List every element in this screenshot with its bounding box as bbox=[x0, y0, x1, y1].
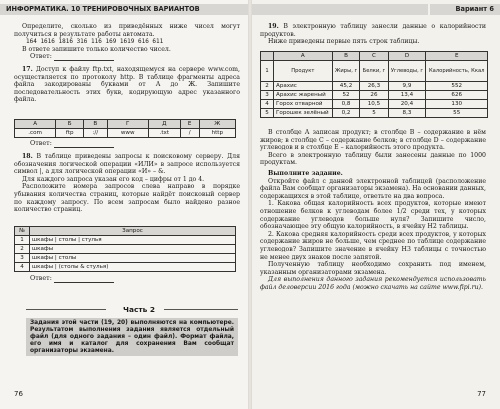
answer-label: Ответ: bbox=[30, 274, 54, 282]
table-row bbox=[261, 100, 488, 109]
url-header: В bbox=[84, 120, 107, 129]
col-letter: C bbox=[360, 52, 388, 61]
value-cell: 45,2 bbox=[332, 82, 360, 91]
table-row bbox=[15, 263, 236, 272]
value-cell: 26 bbox=[360, 91, 388, 100]
q19-rows-note: Ниже приведены первые пять строк таблицы. bbox=[268, 38, 420, 46]
url-header: Б bbox=[56, 120, 84, 129]
answer-16 bbox=[30, 53, 114, 61]
q19-text: В электронную таблицу занесли данные о калорийности продуктов. bbox=[260, 23, 486, 38]
value-cell: 8,3 bbox=[388, 109, 426, 118]
column-title: Продукт bbox=[274, 61, 333, 82]
value-cell: 13,4 bbox=[388, 91, 426, 100]
query-num: 1 bbox=[15, 236, 30, 245]
product-cell: Горох отварной bbox=[274, 100, 333, 109]
query-num-header: № bbox=[15, 227, 30, 236]
col-letter: B bbox=[332, 52, 360, 61]
url-header: А bbox=[15, 120, 56, 129]
column-title: Углеводы, г bbox=[388, 61, 426, 82]
table-row bbox=[261, 91, 488, 100]
task-question-1: 1. Какова общая калорийность всех продуктов, которые имеют отношение белков к углеводам более 1/2 среди тех, у которых содержание углеводов больше нуля? Запишите число, обозначающее эту общую калорийность, в ячейку H2 таблицы. bbox=[260, 200, 486, 231]
row-number: 2 bbox=[261, 82, 274, 91]
answer-16-line[interactable] bbox=[54, 60, 114, 61]
url-cell: ftp bbox=[56, 129, 84, 138]
column-title: Жиры, г bbox=[332, 61, 360, 82]
url-cell: / bbox=[180, 129, 199, 138]
answer-17-line[interactable] bbox=[54, 147, 114, 148]
file-recommendation: Для выполнения данного задания рекомендуется использовать файл деловерсии 2016 года (можно скачать на сайте www.fipi.ru). bbox=[260, 276, 486, 291]
query-table bbox=[14, 226, 236, 272]
table-row bbox=[15, 245, 236, 254]
query-num: 2 bbox=[15, 245, 30, 254]
columns-description: В столбце А записан продукт; в столбце В – содержание в нём жиров; в столбце С – содержание белков; в столбце D – содержание углеводов и в столбце Е – калорийность этого продукта. bbox=[260, 129, 486, 152]
col-letter: D bbox=[388, 52, 426, 61]
product-cell: Арахис жареный bbox=[274, 91, 333, 100]
left-running-header: ИНФОРМАТИКА. 10 ТРЕНИРОВОЧНЫХ ВАРИАНТОВ bbox=[0, 4, 248, 15]
table-header-row bbox=[261, 61, 488, 82]
answer-18-line[interactable] bbox=[54, 282, 114, 283]
url-header: Ж bbox=[199, 120, 235, 129]
row-number: 1 bbox=[261, 61, 274, 82]
row-number: 4 bbox=[261, 100, 274, 109]
query-text: шкафы | столы | стулья bbox=[30, 236, 236, 245]
total-rows-note: Всего в электронную таблицу были занесены данные по 1000 продуктам. bbox=[260, 151, 486, 167]
answer-18 bbox=[30, 275, 114, 283]
q18-task: Расположите номера запросов слева направо в порядке убывания количества страниц, которые найдёт поисковый сервер по каждому запросу. По всем запросам было найдено разное количество страниц. bbox=[14, 183, 240, 214]
part2-instructions-box: Задания этой части (19, 20) выполняются на компьютере. Результатом выполнения задания является отдельный файл (для одного задания – один файл). Формат файла, его имя и каталог для сохранения Вам сообщат организаторы экзамена. bbox=[26, 318, 238, 356]
value-cell: 26,3 bbox=[360, 82, 388, 91]
value-cell: 20,4 bbox=[388, 100, 426, 109]
value-cell: 626 bbox=[426, 91, 488, 100]
question-16-tail bbox=[14, 23, 240, 53]
page-number-left: 76 bbox=[14, 390, 23, 399]
value-cell: 552 bbox=[426, 82, 488, 91]
query-text: шкафы bbox=[30, 245, 236, 254]
task-question-2: 2. Какова средняя калорийность среди всех продуктов, у которых содержание жиров не больше, чем среднее по таблице содержание углеводов? Запишите значение в ячейку H3 таблицы с точностью не менее двух знаков после запятой. bbox=[260, 230, 486, 261]
product-cell: Горошек зелёный bbox=[274, 109, 333, 118]
save-instruction: Полученную таблицу необходимо сохранить под именем, указанным организаторами экзамена. bbox=[260, 261, 486, 276]
part2-title: Часть 2 bbox=[122, 305, 155, 314]
url-header: Д bbox=[148, 120, 180, 129]
row-number: 5 bbox=[261, 109, 274, 118]
col-letter: A bbox=[274, 52, 333, 61]
q17-number: 17. bbox=[22, 66, 33, 73]
url-cell: .txt bbox=[148, 129, 180, 138]
answer-label: Ответ: bbox=[30, 52, 54, 60]
question-19-intro bbox=[260, 23, 486, 46]
part2-rule-right bbox=[164, 309, 238, 310]
q16-numbers: 164 1616 1816 316 116 169 1619 616 611 bbox=[26, 38, 164, 46]
column-title: Белки, г bbox=[360, 61, 388, 82]
query-text: шкафы | (столы & стулья) bbox=[30, 263, 236, 272]
value-cell: 55 bbox=[426, 109, 488, 118]
q16-instruction: В ответе запишите только количество чисел. bbox=[22, 45, 171, 53]
product-cell: Арахис bbox=[274, 82, 333, 91]
value-cell: 52 bbox=[332, 91, 360, 100]
column-title: Калорийность, Ккал bbox=[426, 61, 488, 82]
q18-codes: Для каждого запроса указан его код – цифры от 1 до 4. bbox=[22, 175, 205, 183]
url-header: Г bbox=[107, 120, 148, 129]
table-row bbox=[261, 82, 488, 91]
col-letter: E bbox=[426, 52, 488, 61]
query-text: шкафы | столы bbox=[30, 254, 236, 263]
url-cell: .com bbox=[15, 129, 56, 138]
value-cell: 10,5 bbox=[360, 100, 388, 109]
query-num: 4 bbox=[15, 263, 30, 272]
q18-number: 18. bbox=[22, 153, 33, 160]
query-num: 3 bbox=[15, 254, 30, 263]
url-cell: http bbox=[199, 129, 235, 138]
url-header: Е bbox=[180, 120, 199, 129]
table-row bbox=[15, 254, 236, 263]
col-letter bbox=[261, 52, 274, 61]
question-19-body bbox=[260, 129, 486, 291]
left-page bbox=[0, 0, 248, 409]
q19-number: 19. bbox=[268, 23, 279, 30]
query-header: Запрос bbox=[30, 227, 236, 236]
question-18 bbox=[14, 153, 240, 214]
url-cell: :// bbox=[84, 129, 107, 138]
q16-intro: Определите, сколько из приведённых ниже чисел могут получиться в результате работы автомата. bbox=[14, 23, 240, 38]
q18-intro: В таблице приведены запросы к поисковому серверу. Для обозначения логической операции «ИЛИ» в запросе используется символ |, а для логической операции «И» – &. bbox=[14, 153, 241, 176]
q17-text: Доступ к файлу ftp.txt, находящемуся на сервере www.com, осуществляется по протоколу http. В таблице фрагменты адреса файла закодированы буквами от А до Ж. Запишите последовательность этих букв, кодирующую адрес указанного файла. bbox=[14, 66, 240, 104]
right-header-bar bbox=[252, 4, 428, 15]
row-number: 3 bbox=[261, 91, 274, 100]
value-cell: 9,9 bbox=[388, 82, 426, 91]
task-intro: Откройте файл с данной электронной таблицей (расположение файла Вам сообщат организаторы экзамена). На основании данных, содержащихся в этой таблице, ответьте на два вопроса. bbox=[260, 177, 486, 200]
page-number-right: 77 bbox=[477, 390, 486, 399]
value-cell: 0,2 bbox=[332, 109, 360, 118]
value-cell: 130 bbox=[426, 100, 488, 109]
answer-label: Ответ: bbox=[30, 139, 54, 147]
value-cell: 5 bbox=[360, 109, 388, 118]
task-title: Выполните задание. bbox=[268, 169, 343, 177]
url-cell: www bbox=[107, 129, 148, 138]
calorie-table bbox=[260, 51, 488, 118]
table-row bbox=[15, 236, 236, 245]
table-row bbox=[261, 109, 488, 118]
answer-17 bbox=[30, 140, 114, 148]
url-code-table bbox=[14, 119, 236, 138]
question-17 bbox=[14, 66, 240, 104]
value-cell: 0,8 bbox=[332, 100, 360, 109]
right-running-header: Вариант 6 bbox=[430, 4, 500, 15]
right-page bbox=[252, 0, 500, 409]
